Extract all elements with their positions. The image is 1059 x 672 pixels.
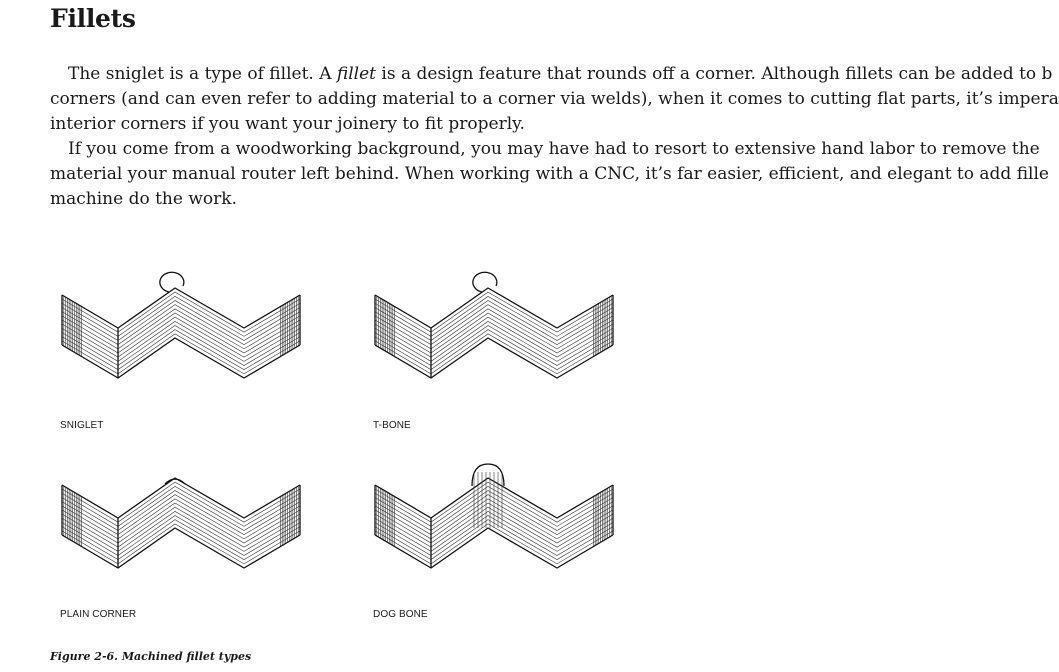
label-dog-bone: DOG BONE [373,609,428,620]
paragraph-1-text-b: is a design feature that rounds off a corner. Although fillets can be added to b [376,64,1053,84]
dog-bone-illustration [375,464,613,568]
sniglet-illustration [62,272,300,378]
body-text [50,62,1059,212]
term-fillet: fillet [336,64,376,84]
paragraph-2: If you come from a woodworking background, you may have had to resort to extensive hand labor to remove the [68,139,1040,159]
fillet-figure [40,235,660,645]
tbone-illustration [375,272,613,378]
paragraph-1-line-2: corners (and can even refer to adding material to a corner via welds), when it comes to cutting flat parts, it’s impera [50,89,1059,109]
figure-caption: Figure 2-6. Machined fillet types [50,650,252,663]
paragraph-1-text-a: The sniglet is a type of fillet. A [68,64,337,84]
paragraph-1-line-3: interior corners if you want your joinery to fit properly. [50,114,525,134]
paragraph-1 [50,62,1053,87]
label-sniglet: SNIGLET [60,420,104,431]
paragraph-2-line-2: material your manual router left behind. When working with a CNC, it’s far easier, efficient, and elegant to add fille [50,164,1049,184]
paragraph-2-line-3: machine do the work. [50,189,237,209]
label-plain-corner: PLAIN CORNER [60,609,137,620]
section-heading: Fillets [50,4,136,33]
label-tbone: T-BONE [373,420,411,431]
plain-corner-illustration [62,478,300,568]
fillet-illustrations [40,235,660,645]
